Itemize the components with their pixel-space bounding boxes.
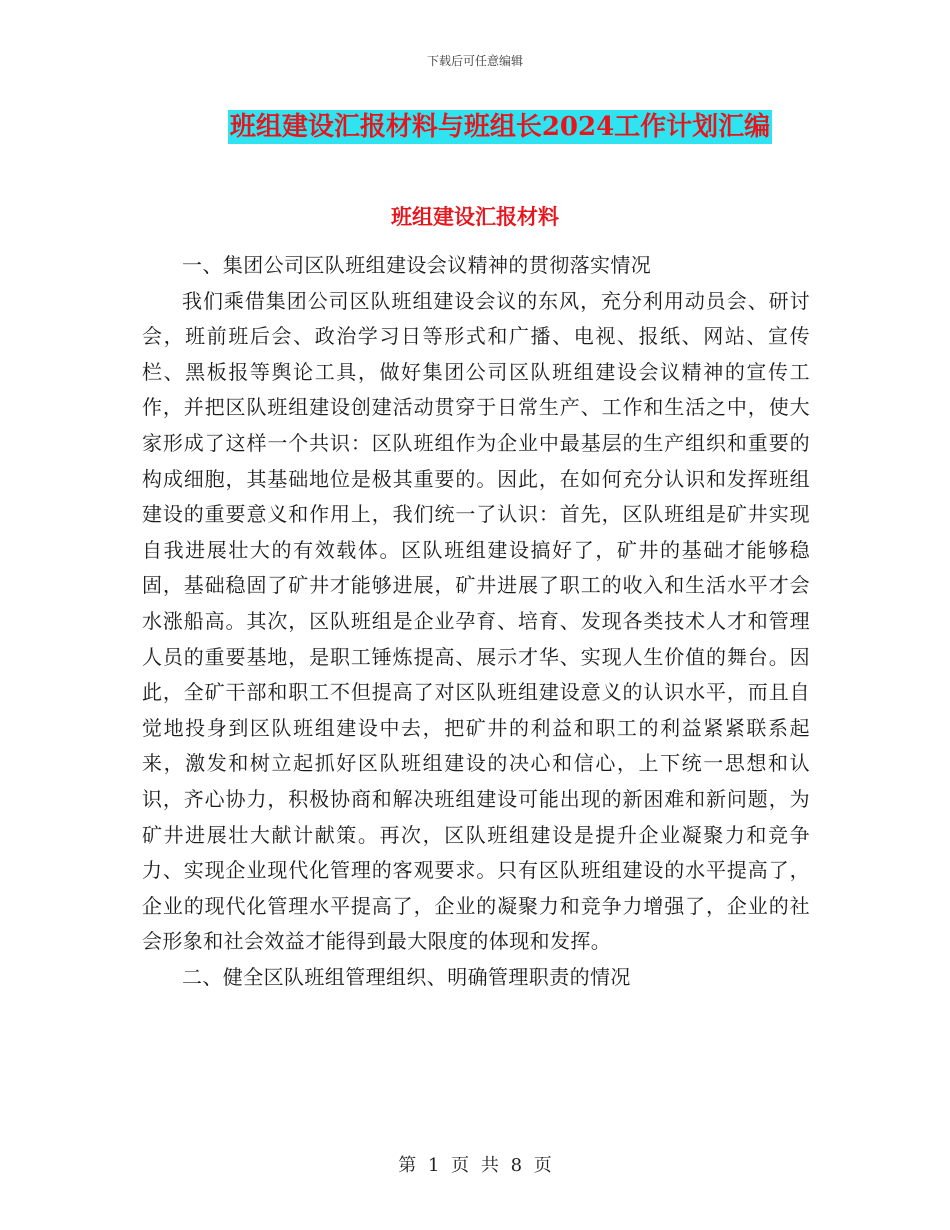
section-title: 班组建设汇报材料 (391, 204, 559, 229)
section-heading-1: 一、集团公司区队班组建设会议精神的贯彻落实情况 (182, 253, 652, 277)
body-paragraph: 我们乘借集团公司区队班组建设会议的东风，充分利用动员会、研讨会，班前班后会、政治学习日等形式和广播、电视、报纸、网站、宣传栏、黑板报等舆论工具，做好集团公司区队班组建设会议精神的宣传工作，并把区队班组建设创建活动贯穿于日常生产、工作和生活之中，使大家形成了这样一个共识：区队班组作为企业中最基层的生产组织和重要的构成细胞，其基础地位是极其重要的。因此，在如何充分认识和发挥班组建设的重要意义和作用上，我们统一了认识：首先，区队班组是矿井实现自我进展壮大的有效载体。区队班组建设搞好了，矿井的基础才能够稳固，基础稳固了矿井才能够进展，矿井进展了职工的收入和生活水平才会水涨船高。其次，区队班组是企业孕育、培育、发现各类技术人才和管理人员的重要基地，是职工锤炼提高、展示才华、实现人生价值的舞台。因此，全矿干部和职工不但提高了对区队班组建设意义的认识水平，而且自觉地投身到区队班组建设中去，把矿井的利益和职工的利益紧紧联系起来，激发和树立起抓好区队班组建设的决心和信心，上下统一思想和认识，齐心协力，积极协商和解决班组建设可能出现的新困难和新问题，为矿井进展壮大献计献策。再次，区队班组建设是提升企业凝聚力和竞争力、实现企业现代化管理的客观要求。只有区队班组建设的水平提高了，企业的现代化管理水平提高了，企业的凝聚力和竞争力增强了，企业的社会形象和社会效益才能得到最大限度的体现和发挥。 (142, 288, 810, 954)
document-title: 班组建设汇报材料与班组长2024工作计划汇编 (229, 112, 771, 142)
page-header-note: 下载后可任意编辑 (426, 54, 523, 68)
page-number-footer: 第 1 页 共 8 页 (398, 1155, 552, 1176)
document-body (142, 248, 810, 995)
section-heading-2: 二、健全区队班组管理组织、明确管理职责的情况 (182, 964, 631, 989)
document-title-container (0, 110, 950, 144)
